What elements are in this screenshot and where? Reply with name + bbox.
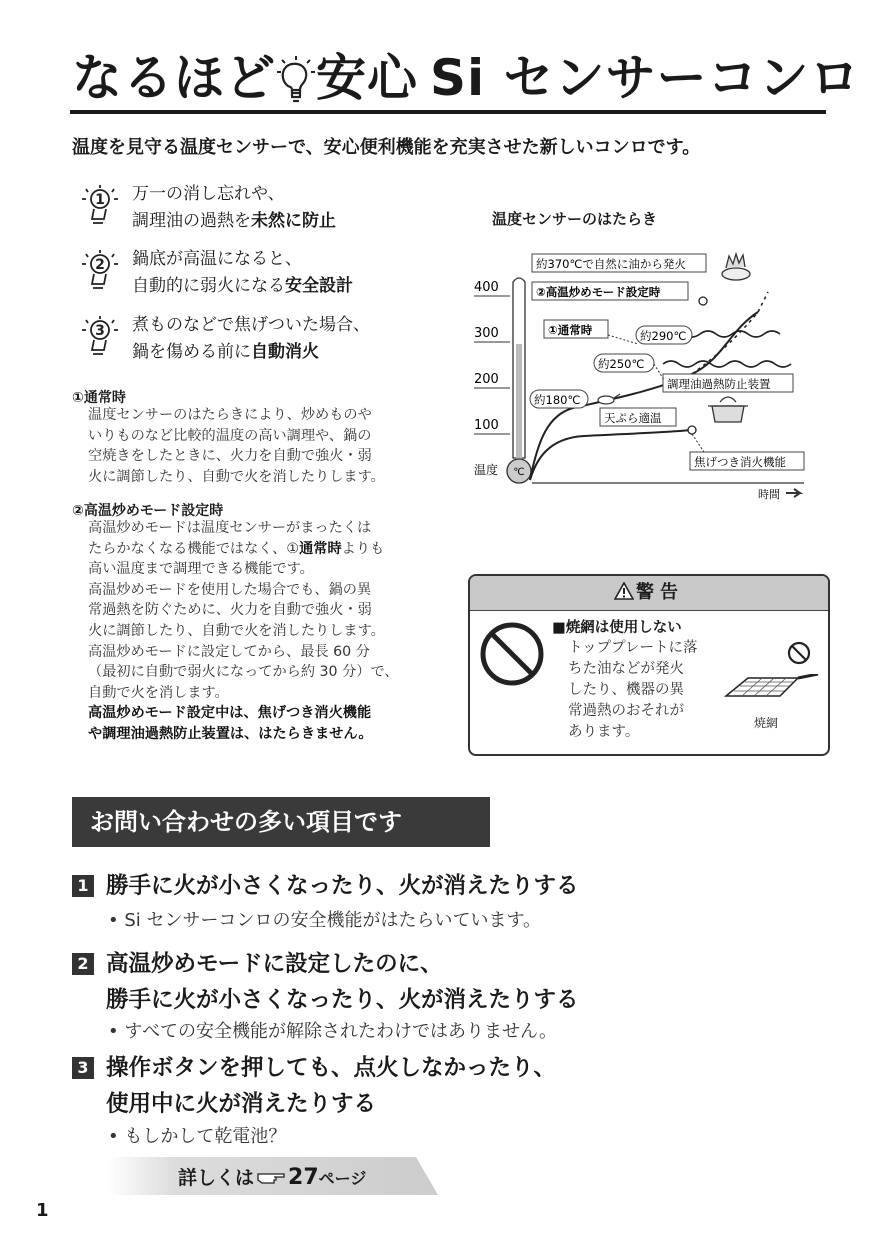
feature-2-line2a: 自動的に弱火になる	[132, 276, 285, 296]
question-number: 2	[72, 953, 94, 975]
flaming-pot-icon	[722, 254, 750, 280]
high-line-bold: 高温炒めモード設定中は、焦げつき消火機能	[88, 705, 372, 722]
title-part3: Si センサーコンロ	[430, 49, 861, 107]
lightbulb-icon	[276, 56, 316, 108]
question-line: 使用中に火が消えたりする	[106, 1091, 377, 1117]
title-part1: なるほど	[72, 49, 276, 107]
tick-label: 400	[474, 280, 499, 295]
pointing-hand-icon	[256, 1168, 286, 1186]
feature-3-line2a: 鍋を傷める前に	[132, 342, 251, 362]
page-title	[72, 38, 861, 110]
feature-1-line1: 万一の消し忘れや、	[132, 184, 285, 204]
feature-1-line2a: 調理油の過熱を	[132, 211, 251, 231]
warning-text	[568, 638, 697, 743]
label-250: 約250℃	[598, 357, 645, 371]
tick-label: 200	[474, 372, 499, 387]
question-line: 高温炒めモードに設定したのに、	[106, 951, 443, 977]
label-high-mode: ②高温炒めモード設定時	[536, 285, 661, 299]
svg-text:2: 2	[95, 257, 105, 273]
faq-banner: お問い合わせの多い項目です	[72, 797, 490, 847]
label-normal-mode: ①通常時	[548, 323, 593, 337]
warning-icon	[614, 582, 634, 600]
label-overheat: 調理油過熱防止装置	[667, 377, 771, 391]
high-line: 高温炒めモードを使用した場合でも、鍋の異	[88, 581, 372, 598]
chart-title: 温度センサーのはたらき	[492, 210, 658, 228]
high-paragraph	[88, 518, 450, 745]
faq-question-3	[72, 1050, 556, 1122]
label-ignite: 約370℃で自然に油から発火	[536, 257, 686, 271]
grill-net-label: 焼網	[754, 716, 779, 730]
faq-answer-3: • もしかして乾電池？	[108, 1126, 287, 1147]
bulb-number-icon	[78, 250, 122, 294]
arrow-icon	[786, 489, 800, 497]
high-line: 自動で火を消します。	[88, 684, 229, 701]
svg-text:1: 1	[95, 192, 105, 208]
tick-label: 100	[474, 418, 499, 433]
normal-line: 空焼きをしたときに、火力を自動で強火・弱	[88, 448, 372, 465]
high-line: たらかなくなる機能ではなく、①	[88, 540, 300, 557]
feature-3-line1: 煮ものなどで焦げついた場合、	[132, 315, 370, 335]
page-number: 1	[36, 1200, 49, 1221]
see-page-text	[178, 1163, 366, 1190]
label-scorch: 焦げつき消火機能	[694, 455, 786, 469]
feature-2-line1: 鍋底が高温になると、	[132, 249, 302, 269]
faq-question-2	[72, 946, 579, 1018]
warning-line: 常過熱のおそれが	[568, 703, 684, 719]
high-line: 常過熱を防ぐために、火力を自動で強火・弱	[88, 602, 372, 619]
unit-label: ℃	[513, 467, 525, 478]
wave-250	[663, 361, 791, 367]
curve-scorch	[530, 430, 692, 480]
normal-heading: ①通常時	[72, 390, 126, 406]
high-heading: ②高温炒めモード設定時	[72, 503, 224, 519]
y-axis-label: 温度	[474, 463, 499, 477]
high-line: （最初に自動で弱火になってから約 30 分）で、	[88, 664, 399, 681]
warning-line: したり、機器の異	[568, 682, 684, 698]
feature-2-line2b: 安全設計	[285, 276, 353, 296]
high-line: 高い温度まで調理できる機能です。	[88, 561, 314, 578]
bulb-number-icon	[78, 316, 122, 360]
see-page-suffix: ページ	[318, 1169, 367, 1188]
tick-label: 300	[474, 326, 499, 341]
high-line: 高温炒めモードに設定してから、最長 60 分	[88, 643, 370, 660]
prohibited-icon	[478, 620, 546, 688]
warning-header	[470, 576, 828, 611]
label-290: 約290℃	[640, 329, 687, 343]
see-page-prefix: 詳しくは	[178, 1167, 255, 1189]
label-180: 約180℃	[534, 393, 581, 407]
question-line: 操作ボタンを押しても、点火しなかったり、	[106, 1055, 557, 1081]
high-line: 火に調節したり、自動で火を消したりします。	[88, 622, 385, 639]
question-number: 3	[72, 1057, 94, 1079]
question-line: 勝手に火が小さくなったり、火が消えたりする	[106, 987, 579, 1013]
subtitle: 温度を見守る温度センサーで、安心便利機能を充実させた新しいコンロです。	[72, 137, 701, 158]
normal-paragraph	[88, 405, 450, 487]
title-rule	[70, 110, 826, 114]
faq-question-1	[72, 868, 579, 904]
question-number: 1	[72, 875, 94, 897]
question-line: 勝手に火が小さくなったり、火が消えたりする	[106, 873, 579, 899]
high-line: よりも	[341, 540, 385, 557]
normal-line: いりものなど比較的温度の高い調理や、鍋の	[88, 427, 372, 444]
x-axis-label: 時間	[758, 488, 780, 501]
warning-title: 警告	[636, 582, 684, 603]
warning-heading: ■焼網は使用しない	[552, 620, 682, 636]
high-line: 高温炒めモードは温度センサーがまったくは	[88, 520, 372, 536]
normal-line: 温度センサーのはたらきにより、炒めものや	[88, 407, 372, 423]
pot-icon	[708, 397, 748, 422]
faq-answer-2: • すべての安全機能が解除されたわけではありません。	[108, 1021, 558, 1042]
svg-text:3: 3	[95, 323, 105, 339]
faq-answer-1: • Si センサーコンロの安全機能がはたらいています。	[108, 910, 542, 931]
warning-line: あります。	[568, 724, 640, 740]
normal-line: 火に調節したり、自動で火を消したりします。	[88, 468, 385, 485]
see-page-link[interactable]	[108, 1157, 438, 1195]
temperature-chart	[468, 240, 828, 510]
feature-1-line2b: 未然に防止	[251, 211, 336, 231]
warning-line: ちた油などが発火	[568, 661, 684, 677]
warning-line: トッププレートに落	[568, 640, 698, 656]
bulb-number-icon	[78, 185, 122, 229]
see-page-number: 27	[288, 1165, 319, 1190]
warning-box	[468, 574, 830, 756]
grill-net-icon	[722, 674, 822, 714]
title-part2: 安心	[316, 49, 418, 107]
high-line-bold: や調理油過熱防止装置は、はたらきません。	[88, 725, 373, 742]
high-line-bold: 通常時	[299, 540, 342, 557]
thermometer-fill	[516, 344, 522, 462]
label-tempura: 天ぷら適温	[604, 411, 662, 425]
feature-3-line2b: 自動消火	[251, 342, 319, 362]
small-prohibited-icon	[786, 640, 812, 666]
